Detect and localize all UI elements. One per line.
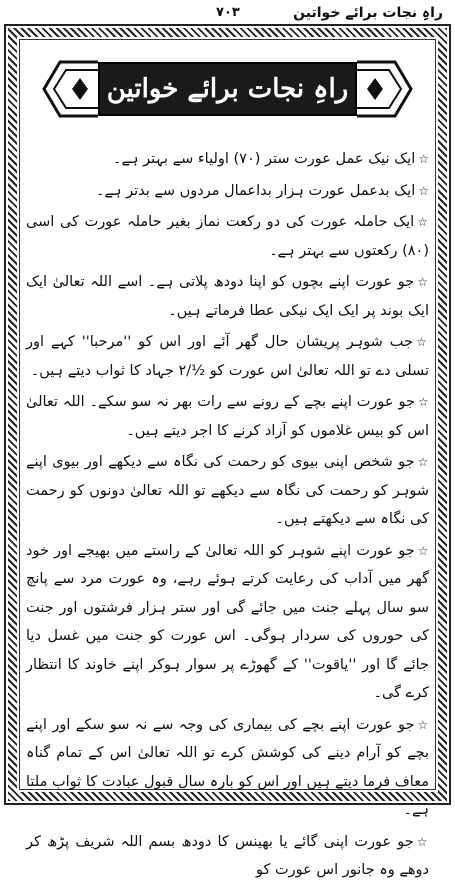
star-icon: ☆ xyxy=(416,834,429,849)
star-icon: ☆ xyxy=(417,275,429,289)
star-icon: ☆ xyxy=(417,395,429,409)
banner-box xyxy=(98,62,357,116)
body-text xyxy=(26,145,429,878)
paragraph: ☆ایک بدعمل عورت ہزار بداعمال مردوں سے بدتر ہے۔ xyxy=(95,182,429,199)
ornament-left-icon xyxy=(40,54,98,124)
paragraph: ☆جو عورت اپنے شوہر کو اللہ تعالیٰ کے راستے میں بھیجے اور خود گھر میں آداب کی رعایت کرتے ہوئے رہے، وہ عورت مرد سے پانچ سو سال پہلے جنت میں جائے گی اور ستر ہزار فرشتوں اور جنت کی حوروں کی سردار ہوگی۔ اس عورت کو جنت میں غسل دیا جائے گا اور ''یاقوت'' کے گھوڑے پر سوار ہوکر اپنے خاوند کا انتظار کرے گی۔ xyxy=(26,542,429,701)
banner-title: راہِ نجات برائے خواتین xyxy=(106,74,349,104)
paragraph: ☆جب شوہر پریشان حال گھر آئے اور اس کو ''مرحبا'' کہے اور تسلی دے تو اللہ تعالیٰ اس عورت کو ½/۲ جہاد کا ثواب دیتے ہیں۔ xyxy=(26,334,429,379)
star-icon: ☆ xyxy=(415,335,429,349)
title-banner xyxy=(40,54,415,124)
star-icon: ☆ xyxy=(417,455,429,469)
paragraph: ☆جو عورت اپنے بچے کے رونے سے رات بھر نہ سو سکے۔ اللہ تعالیٰ اس کو بیس غلاموں کو آزاد کرنے کا اجر دیتے ہیں۔ xyxy=(26,394,429,439)
paragraph: ☆ایک حاملہ عورت کی دو رکعت نماز بغیر حاملہ عورت کی اسی (۸۰) رکعتوں سے بہتر ہے۔ xyxy=(26,214,429,259)
running-header xyxy=(6,4,449,24)
paragraph: ☆جو عورت اپنے بچوں کو اپنا دودھ پلاتی ہے۔ اسے اللہ تعالیٰ ایک ایک بوند پر ایک ایک نیکی عطا فرماتے ہیں۔ xyxy=(26,274,429,319)
running-title: راہِ نجات برائے خواتین xyxy=(293,5,443,21)
paragraph: ☆جو عورت اپنے بچے کی بیماری کی وجہ سے نہ سو سکے اور اپنے بچے کو آرام دینے کی کوشش کرے تو اللہ تعالیٰ اس کے تمام گناہ معاف فرما دیتے ہیں اور اس کو بارہ سال قبول عبادت کا ثواب ملتا ہے۔ xyxy=(26,716,429,818)
paragraph: ☆جو عورت اپنی گائے یا بھینس کا دودھ بسم اللہ شریف پڑھ کر دوھے وہ جانور اس عورت کو xyxy=(26,833,429,878)
star-icon: ☆ xyxy=(417,717,429,732)
star-icon: ☆ xyxy=(418,152,429,166)
ornament-right-icon xyxy=(357,54,415,124)
star-icon: ☆ xyxy=(417,215,429,229)
paragraph: ☆ایک نیک عمل عورت ستر (۷۰) اولیاء سے بہتر ہے۔ xyxy=(112,151,429,167)
page-number: ۷۰۳ xyxy=(216,5,240,20)
paragraph: ☆جو شخص اپنی بیوی کو رحمت کی نگاہ سے دیکھے اور بیوی اپنے شوہر کو رحمت کی نگاہ سے دیکھے تو اللہ تعالیٰ دونوں کو رحمت کی نگاہ سے دیکھتے ہیں۔ xyxy=(26,454,429,527)
star-icon: ☆ xyxy=(418,183,429,198)
star-icon: ☆ xyxy=(417,543,429,558)
